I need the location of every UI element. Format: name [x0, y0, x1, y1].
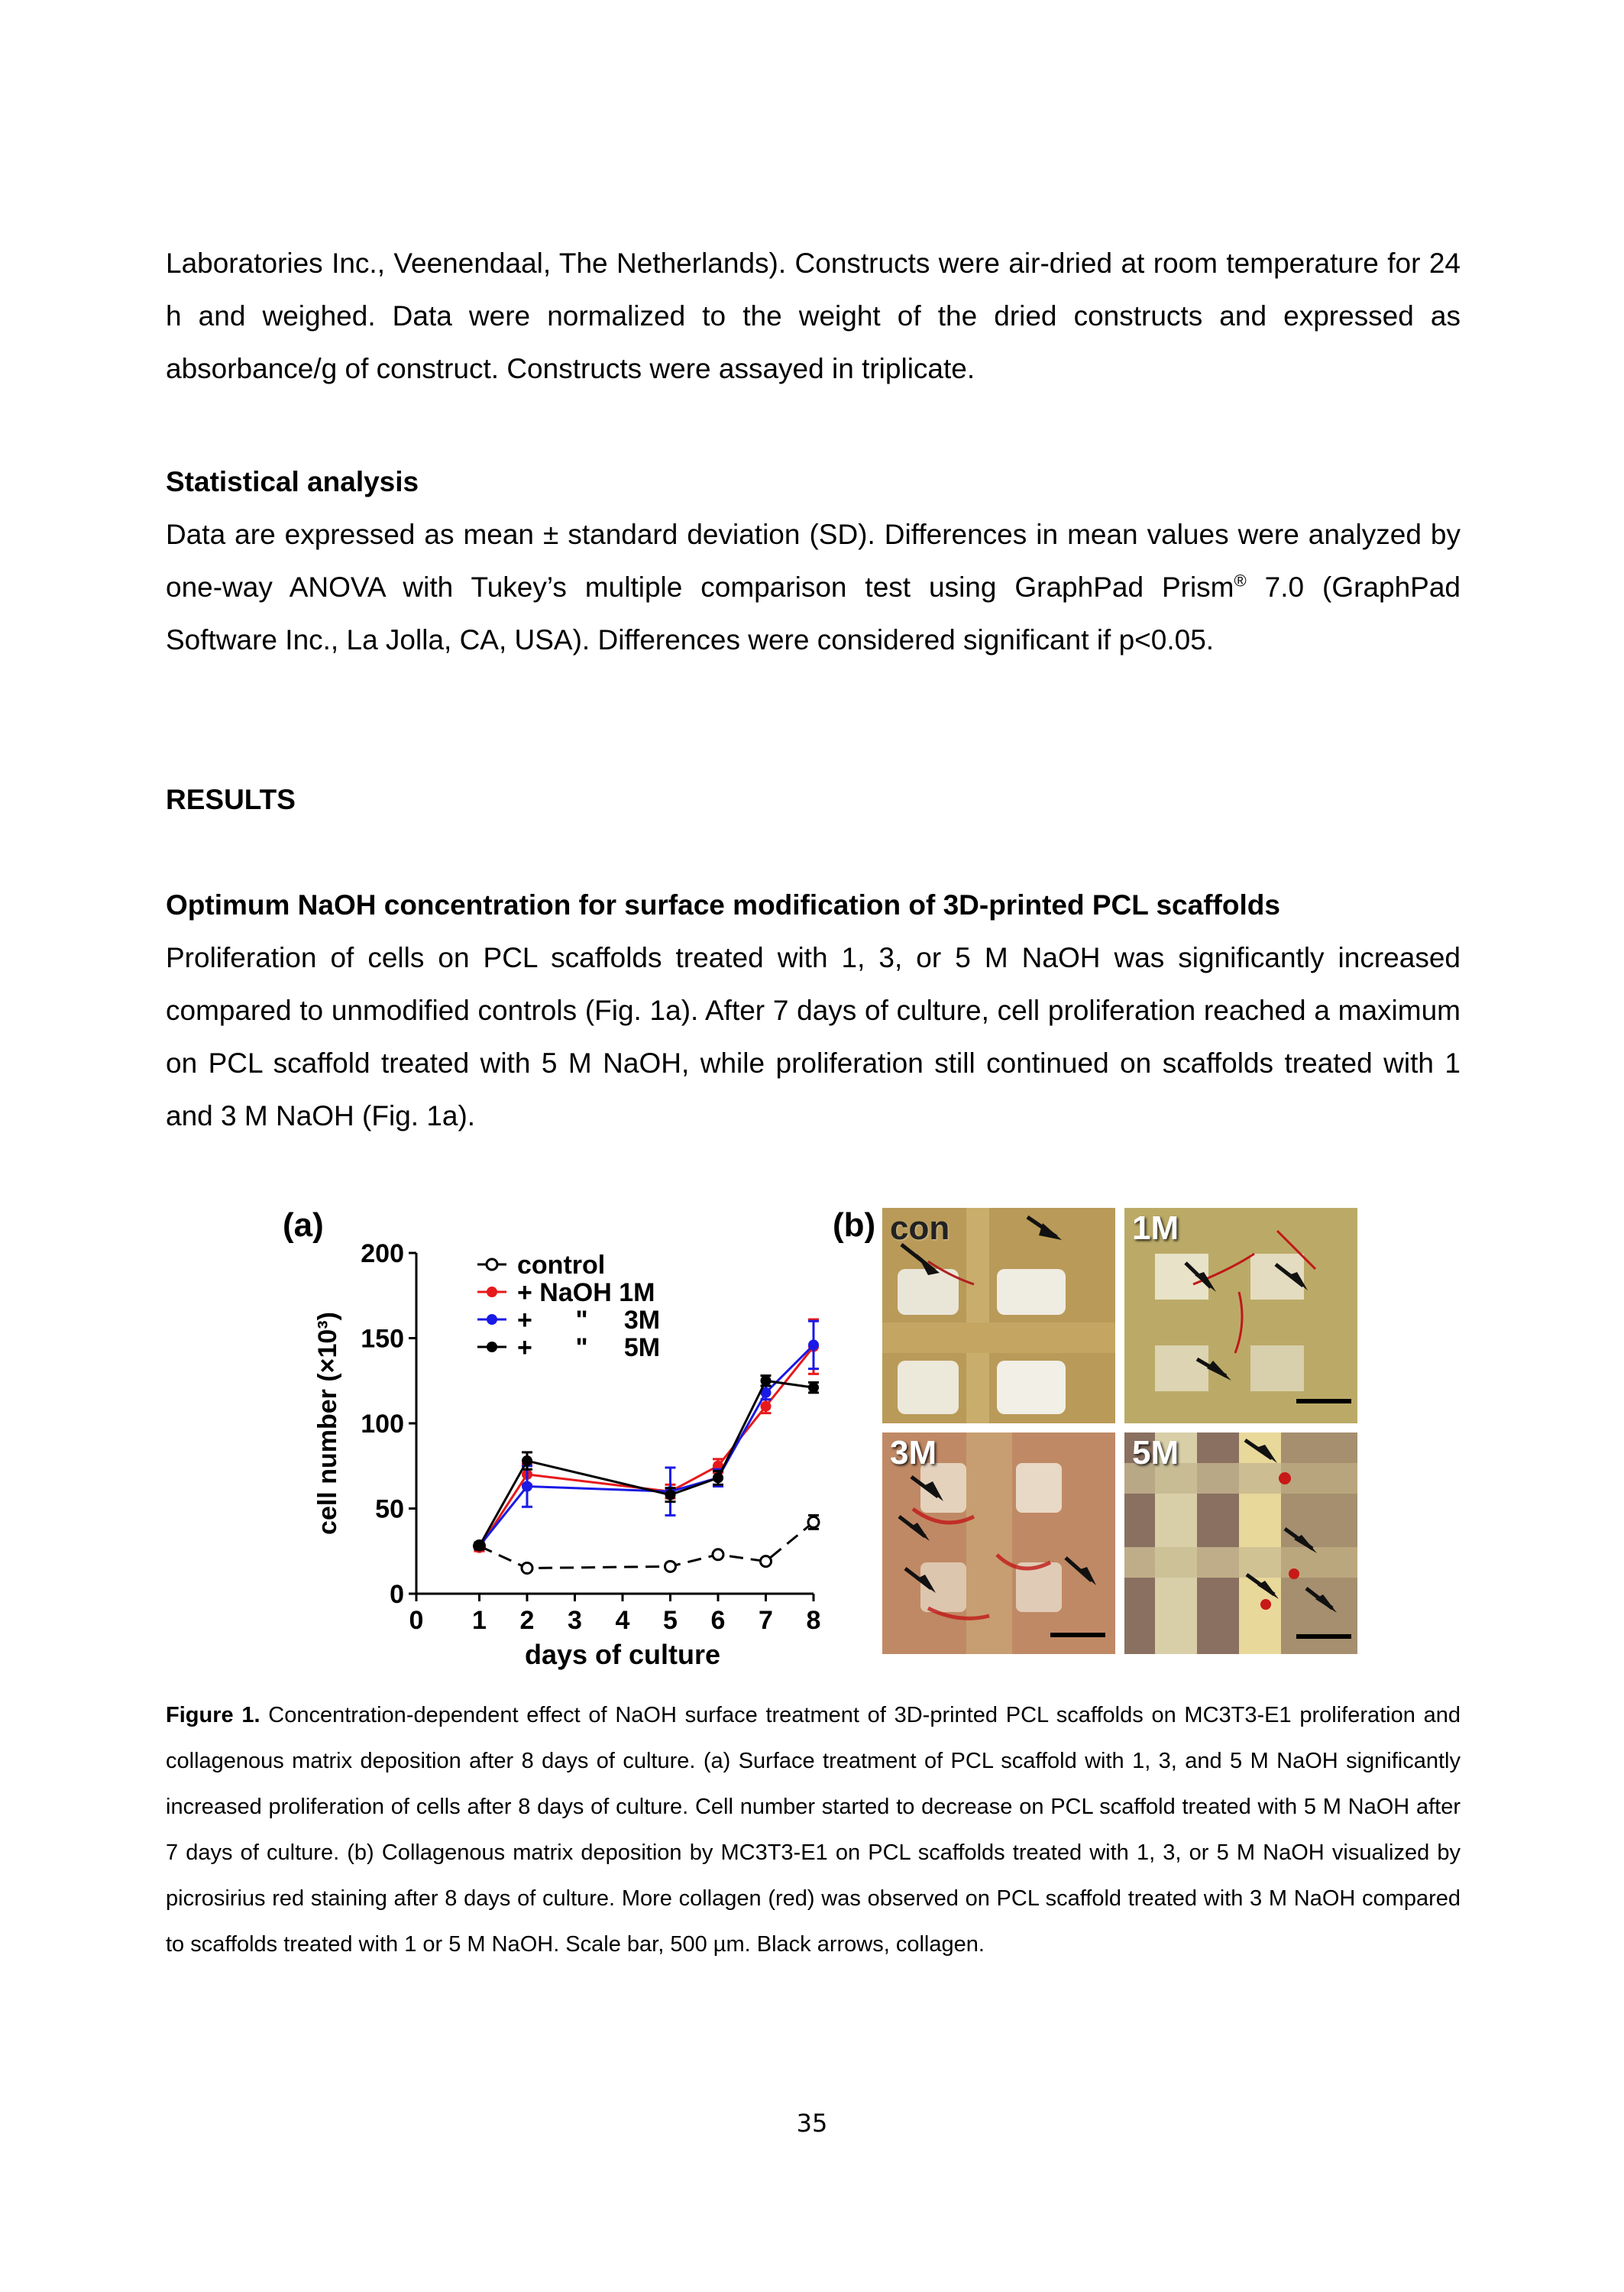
y-tick-label: 50	[375, 1494, 404, 1524]
results-heading-block	[166, 773, 1461, 826]
section-heading: Statistical analysis	[166, 466, 419, 497]
x-tick-label: 0	[409, 1606, 424, 1635]
panel-a-label: (a)	[283, 1206, 324, 1244]
x-tick-label: 7	[759, 1606, 773, 1635]
data-point	[808, 1382, 819, 1393]
x-tick-label: 6	[710, 1606, 726, 1635]
data-point	[761, 1375, 772, 1386]
photo-1m	[1124, 1208, 1357, 1423]
legend-marker	[487, 1342, 497, 1352]
data-point	[522, 1455, 532, 1466]
legend-label: + " 5M	[517, 1333, 661, 1362]
data-point	[808, 1339, 819, 1350]
x-tick-label: 3	[568, 1606, 582, 1635]
results-heading: RESULTS	[166, 784, 296, 815]
stats-text-part-2: 7.0 (GraphPad Software Inc., La Jolla, CA, USA). Differences were considered significant if p<0.05.	[166, 571, 1461, 656]
paragraph-text: Laboratories Inc., Veenendaal, The Netherlands). Constructs were air-dried at room temperature for 24 h and weighed. Data were normalized to the weight of the dried constructs and expressed as absorbance/g of construct. Constructs were assayed in triplicate.	[166, 248, 1461, 384]
legend-label: + " 3M	[517, 1306, 661, 1335]
figure-1	[283, 1203, 1367, 1685]
caption-body: Concentration-dependent effect of NaOH surface treatment of 3D-printed PCL scaffolds on MC3T3-E1 proliferation and collagenous matrix deposition after 8 days of culture. (a) Surface treatment of PCL scaffold with 1, 3, and 5 M NaOH significantly increased proliferation of cells after 8 days of culture. Cell number started to decrease on PCL scaffold treated with 5 M NaOH after 7 days of culture. (b) Collagenous matrix deposition by MC3T3-E1 on PCL scaffolds treated with 1, 3, or 5 M NaOH visualized by picrosirius red staining after 8 days of culture. More collagen (red) was observed on PCL scaffold treated with 3 M NaOH compared to scaffolds treated with 1 or 5 M NaOH. Scale bar, 500 µm. Black arrows, collagen.	[166, 1703, 1461, 1957]
legend-marker	[487, 1314, 497, 1325]
data-point	[665, 1490, 676, 1500]
data-point	[761, 1556, 772, 1567]
scale-bar	[1296, 1634, 1351, 1639]
paragraph-text: Proliferation of cells on PCL scaffolds treated with 1, 3, or 5 M NaOH was significantly increased compared to unmodified controls (Fig. 1a). After 7 days of culture, cell proliferation reached a maximum on PCL scaffold treated with 5 M NaOH, while proliferation still continued on scaffolds treated with 1 and 3 M NaOH (Fig. 1a).	[166, 942, 1461, 1131]
legend-label: control	[517, 1251, 606, 1280]
data-point	[713, 1472, 723, 1483]
section-optimum-naoh	[166, 879, 1461, 1142]
x-axis-title: days of culture	[524, 1639, 721, 1670]
photo-3m	[882, 1432, 1115, 1654]
registered-mark: ®	[1234, 571, 1247, 591]
paragraph-text	[166, 508, 1461, 666]
y-axis-title: cell number (×10³)	[313, 1312, 342, 1535]
section-heading: Optimum NaOH concentration for surface modification of 3D-printed PCL scaffolds	[166, 889, 1280, 921]
legend-marker	[487, 1287, 497, 1297]
section-statistical-analysis	[166, 455, 1461, 666]
cell-proliferation-chart	[283, 1203, 833, 1685]
x-tick-label: 4	[615, 1606, 630, 1635]
caption-text	[166, 1692, 1461, 1967]
page-number: 35	[796, 2109, 828, 2138]
legend-marker	[487, 1259, 497, 1270]
photo-label: 1M	[1132, 1209, 1179, 1247]
data-point	[665, 1561, 676, 1572]
data-point	[808, 1517, 819, 1527]
data-point	[474, 1541, 485, 1552]
y-tick-label: 150	[361, 1324, 404, 1354]
stats-text-part-1: Data are expressed as mean ± standard deviation (SD). Differences in mean values were analyzed by one-way ANOVA with Tukey’s multiple comparison test using GraphPad Prism	[166, 519, 1461, 603]
caption-label: Figure 1.	[166, 1703, 260, 1727]
scale-bar	[1050, 1633, 1105, 1637]
y-tick-label: 200	[361, 1239, 404, 1268]
figure-caption	[166, 1692, 1461, 1967]
photo-label: 5M	[1132, 1434, 1179, 1471]
data-point	[761, 1401, 772, 1412]
panel-b-label: (b)	[833, 1206, 876, 1244]
y-tick-label: 100	[361, 1410, 404, 1439]
photo-control	[882, 1208, 1115, 1423]
data-point	[713, 1549, 723, 1560]
x-tick-label: 8	[806, 1606, 821, 1635]
data-point	[522, 1481, 532, 1492]
photo-5m	[1124, 1432, 1357, 1654]
legend-label: + NaOH 1M	[517, 1278, 655, 1307]
data-point	[522, 1563, 532, 1574]
x-tick-label: 2	[519, 1606, 535, 1635]
paragraph-lab	[166, 237, 1461, 395]
photo-label: 3M	[890, 1434, 937, 1471]
x-tick-label: 1	[472, 1606, 487, 1635]
scale-bar	[1296, 1399, 1351, 1403]
y-tick-label: 0	[390, 1580, 404, 1609]
x-tick-label: 5	[663, 1606, 678, 1635]
photo-label: con	[890, 1209, 950, 1247]
